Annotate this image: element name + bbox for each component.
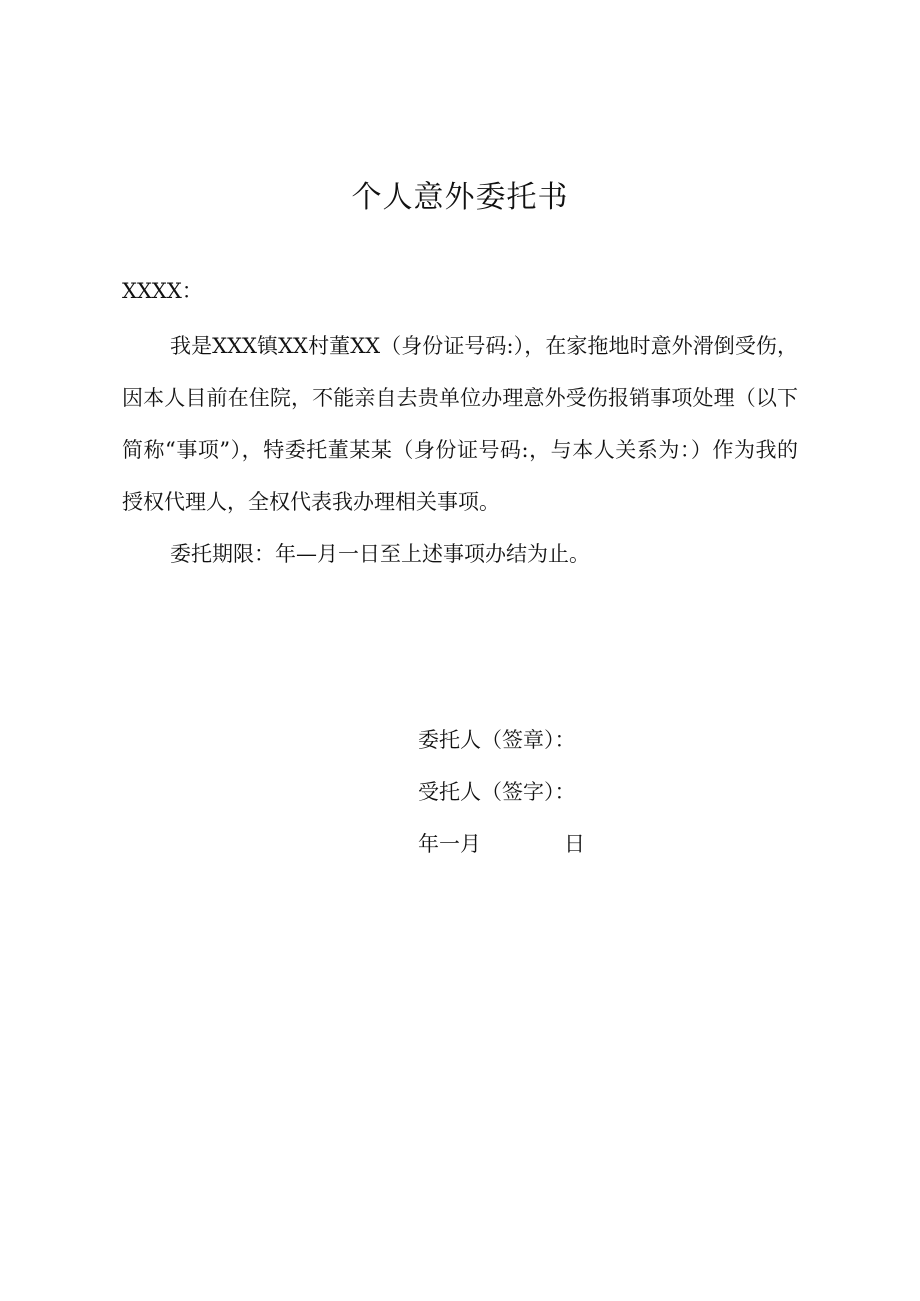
salutation: XXXX： [122,279,203,303]
date-year-month: 年一月 [418,832,481,856]
signature-block [418,714,585,870]
signature-date [418,818,585,870]
agent-signature-label: 受托人（签字）： [418,780,576,804]
document-title: 个人意外委托书 [351,180,569,215]
document-body [122,320,798,580]
principal-signature-label: 委托人（签章）： [418,728,576,752]
body-paragraph-main: 我是XXX镇XX村董XX（身份证号码:），在家拖地时意外滑倒受伤，因本人目前在住院，不能亲自去贵单位办理意外受伤报销事项处理（以下简称“事项”），特委托董某某（身份证号码:，与本人关系为：）作为我的授权代理人，全权代表我办理相关事项。 [122,334,798,514]
body-paragraph-term: 委托期限：年—月一日至上述事项办结为止。 [170,542,590,566]
date-day: 日 [564,832,585,856]
